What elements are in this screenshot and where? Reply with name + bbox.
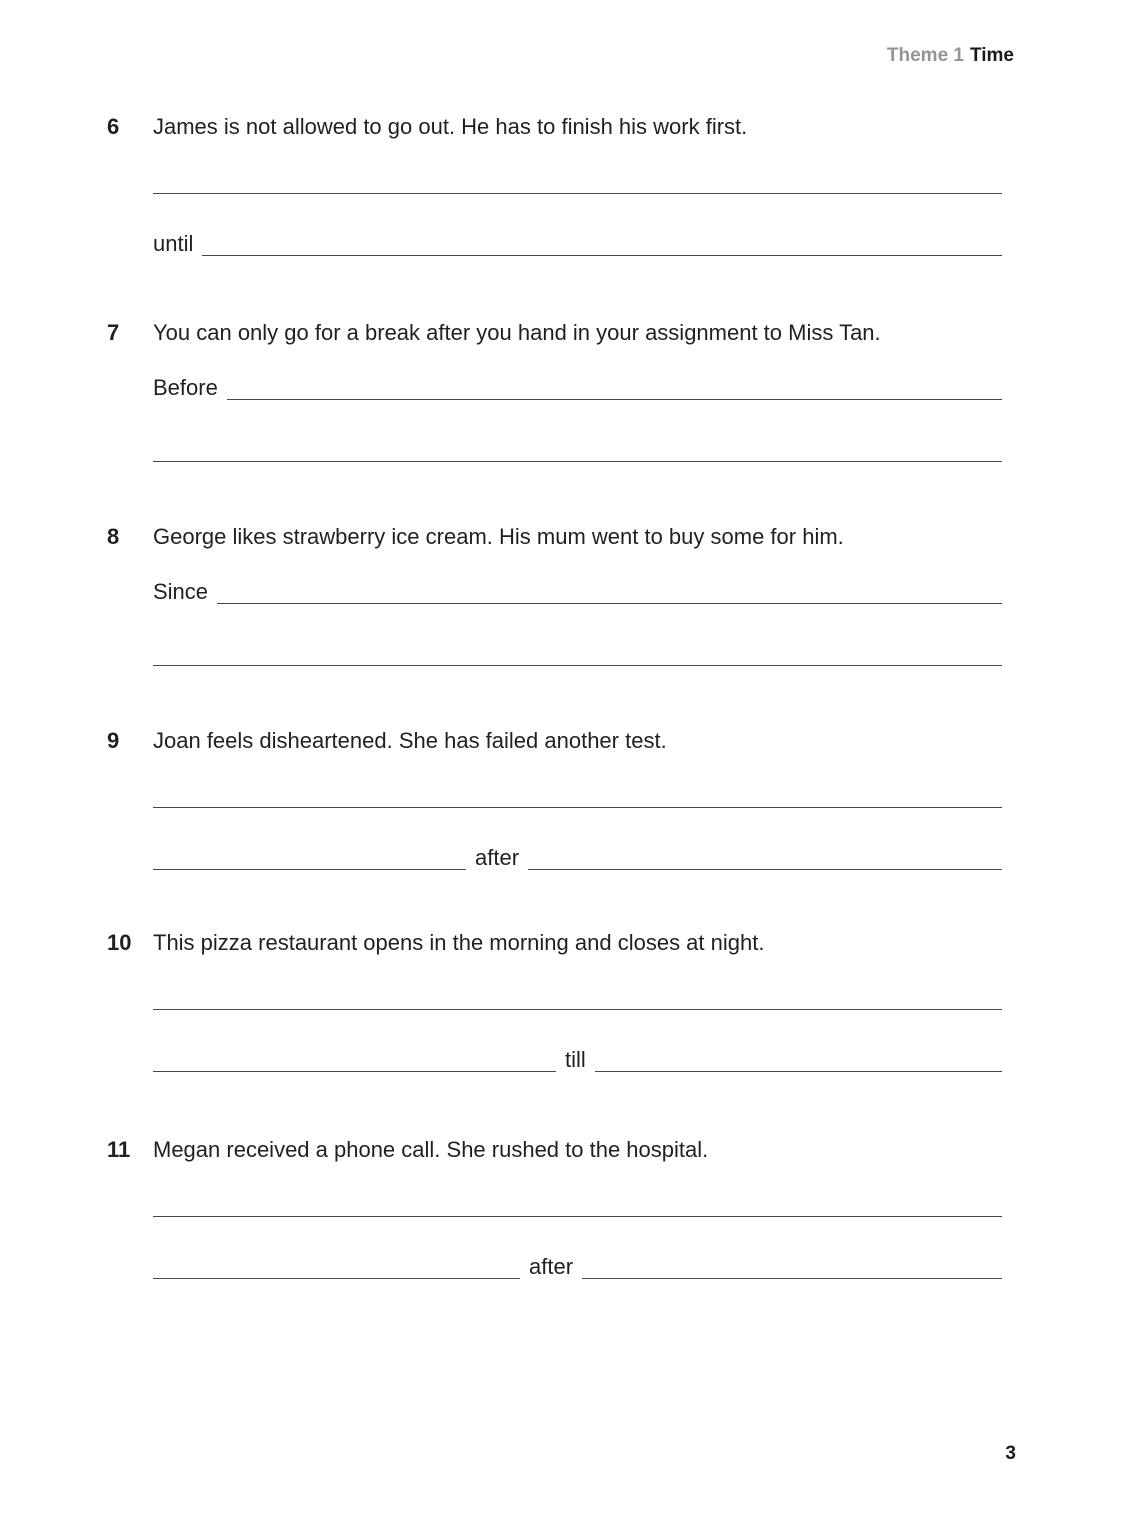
answer-blank-line[interactable] <box>153 1071 556 1072</box>
answer-blank-line[interactable] <box>153 665 1002 666</box>
question-prompt-row <box>107 726 1008 756</box>
answer-row <box>153 164 1002 194</box>
question-number: 8 <box>107 524 120 549</box>
question-block <box>107 112 1008 287</box>
question-prompt-row <box>107 318 1008 348</box>
answer-blank-line[interactable] <box>227 399 1002 400</box>
theme-label: Theme 1 <box>886 45 964 66</box>
question-number: 6 <box>107 114 120 139</box>
answer-blank-line[interactable] <box>153 193 1002 194</box>
answer-blank-line[interactable] <box>153 1009 1002 1010</box>
answer-row <box>153 980 1002 1010</box>
answer-row <box>153 1249 1002 1279</box>
conjunction-label: after <box>475 845 520 870</box>
page-number: 3 <box>1005 1443 1016 1464</box>
answer-blank-line[interactable] <box>153 1216 1002 1217</box>
question-prompt: You can only go for a break after you hand in your assignment to Miss Tan. <box>153 320 881 345</box>
answer-blank-line[interactable] <box>153 1278 520 1279</box>
question-number: 9 <box>107 728 120 753</box>
question-prompt: Joan feels disheartened. She has failed another test. <box>153 728 667 753</box>
conjunction-label: after <box>529 1254 574 1279</box>
answer-row <box>153 432 1002 462</box>
answer-blank-line[interactable] <box>153 461 1002 462</box>
answer-blank-line[interactable] <box>582 1278 1002 1279</box>
answer-row <box>153 574 1002 604</box>
question-prompt: James is not allowed to go out. He has to finish his work first. <box>153 114 748 139</box>
question-prompt-row <box>107 522 1008 552</box>
question-block <box>107 522 1008 697</box>
question-number: 11 <box>107 1137 131 1162</box>
question-prompt-row <box>107 928 1008 958</box>
theme-title: Time <box>969 45 1014 66</box>
question-prompt: George likes strawberry ice cream. His mum went to buy some for him. <box>153 524 844 549</box>
answer-row <box>153 778 1002 808</box>
conjunction-label: until <box>153 231 194 256</box>
conjunction-label: Since <box>153 579 209 604</box>
answer-blank-line[interactable] <box>153 807 1002 808</box>
question-prompt: This pizza restaurant opens in the morning and closes at night. <box>153 930 765 955</box>
question-number: 10 <box>107 930 132 955</box>
answer-row <box>153 840 1002 870</box>
answer-blank-line[interactable] <box>528 869 1002 870</box>
question-prompt: Megan received a phone call. She rushed to the hospital. <box>153 1137 709 1162</box>
question-number: 7 <box>107 320 120 345</box>
answer-row <box>153 1042 1002 1072</box>
answer-blank-line[interactable] <box>217 603 1002 604</box>
question-block <box>107 928 1008 1103</box>
question-prompt-row <box>107 112 1008 142</box>
answer-row <box>153 226 1002 256</box>
answer-blank-line[interactable] <box>202 255 1002 256</box>
conjunction-label: Before <box>153 375 218 400</box>
question-block <box>107 1135 1008 1310</box>
conjunction-label: till <box>565 1047 586 1072</box>
question-block <box>107 726 1008 901</box>
answer-blank-line[interactable] <box>595 1071 1002 1072</box>
answer-blank-line[interactable] <box>153 869 466 870</box>
answer-row <box>153 636 1002 666</box>
question-prompt-row <box>107 1135 1008 1165</box>
answer-row <box>153 1187 1002 1217</box>
question-block <box>107 318 1008 493</box>
answer-row <box>153 370 1002 400</box>
